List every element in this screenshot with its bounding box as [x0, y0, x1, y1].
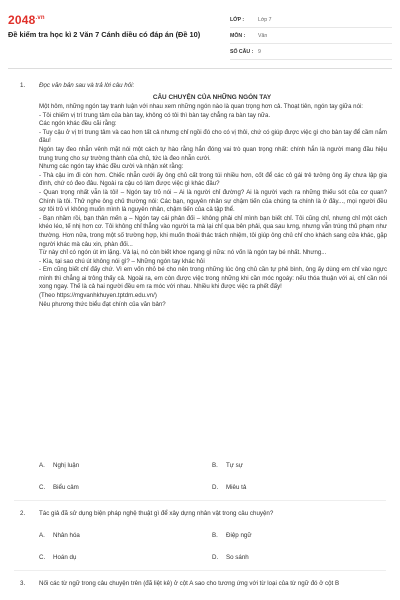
option-text: Hoán dụ: [53, 554, 77, 561]
story-source: (Theo https://mgvanhkhuyen.tptdm.edu.vn/): [39, 292, 157, 300]
option-text: So sánh: [226, 554, 249, 561]
logo-suffix: .vn: [35, 15, 45, 21]
question-text: Tác giả đã sử dụng biện pháp nghệ thuật gì để xây dựng nhân vật trong câu chuyện?: [39, 510, 274, 517]
option-text: Nghị luận: [53, 462, 80, 469]
option-letter: B.: [212, 462, 218, 469]
header-divider: [8, 68, 392, 69]
story-paragraph: - Em cũng biết chỉ đấy chứ. Vì em vốn nhỏ bé cho nên trong những lúc ông chủ cần tự phê bình, ông ấy dùng em chỉ vào ngực mình thì chẳng ai trông thấy cả. Ngoài ra, em còn được việc trong những khi cần móc ngoáy: nếu thóa thuận với ai, chỉ cần nói xong ngay. Thế là cả hai người đều em ra móc với nhau. Nhiều khi được việc ra phết đấy!: [39, 266, 387, 291]
question-number: 2.: [20, 510, 26, 517]
reading-instruction: Đọc văn bản sau và trả lời câu hỏi:: [39, 82, 135, 89]
story-paragraph: - Tuy cậu ở vị trí trung tâm và cao hơn tất cả nhưng chỉ ngồi đó cho có vị thôi, chứ có giúp được việc gì cho bàn tay để cầm nắm đâu!: [39, 128, 387, 145]
answer-option-a[interactable]: [39, 462, 79, 469]
story-paragraph: Ngón tay đeo nhẫn vênh mặt nói một cách tự hào rằng hắn đóng vai trò quan trọng nhất: chính hắn là người mang đầu hiệu trung trung cho sự trường thành của chủ, tức là đeo nhẫn cưới.: [39, 145, 387, 162]
answer-option-b[interactable]: [212, 532, 251, 539]
meta-label: LỚP :: [230, 16, 245, 23]
meta-label: MÔN :: [230, 32, 246, 39]
option-letter: B.: [212, 532, 218, 539]
option-letter: D.: [212, 484, 219, 491]
option-letter: C.: [39, 484, 46, 491]
question-number: 1.: [20, 82, 26, 89]
story-passage: [39, 103, 387, 309]
meta-value: Lớp 7: [258, 16, 272, 23]
meta-row-count: [230, 44, 392, 60]
option-text: Biểu cảm: [53, 484, 79, 491]
option-letter: D.: [212, 554, 219, 561]
answer-option-d[interactable]: [212, 554, 249, 561]
story-paragraph: Từ này chỉ có ngón út im lặng. Vả lại, nó còn biết khoe ngang gì nữa: nó vốn là ngón tay bé nhất. Nhưng...: [39, 249, 327, 257]
meta-label: SỐ CÂU :: [230, 48, 254, 55]
question-text: Nêu phương thức biểu đạt chính của văn bản?: [39, 300, 166, 308]
option-text: Tự sự: [226, 462, 243, 469]
question-number: 3.: [20, 580, 26, 587]
option-text: Nhân hóa: [53, 532, 80, 539]
story-paragraph: - Thà cậu im đi còn hơn. Chiếc nhẫn cưới ấy ông chủ cất trong túi nhiều hơn, cốt để các cô gái trẻ tưởng ông ấy chưa lập gia đình, chứ có đeo đâu. Ngoài ra cậu có làm được việc gì khác đâu?: [39, 171, 387, 188]
answer-option-a[interactable]: [39, 532, 80, 539]
option-letter: A.: [39, 532, 45, 539]
answer-option-c[interactable]: [39, 484, 79, 491]
answer-option-c[interactable]: [39, 554, 76, 561]
exam-meta-panel: [230, 12, 392, 60]
meta-value: 9: [258, 48, 261, 55]
question-divider: [14, 570, 386, 571]
story-title: CÂU CHUYỆN CỦA NHỮNG NGÓN TAY: [152, 94, 272, 101]
logo-text: 2048: [8, 13, 36, 27]
story-paragraph: - Bạn nhầm rồi, bạn thân mến ạ – Ngón tay cái phản đối – không phải chỉ mình bạn biết chỉ. Tôi cũng chỉ, nhưng chỉ một cách khéo léo, tế nhị hơn cơ. Tôi không chỉ thẳng vào người ta mà lại chỉ qua bên phải, qua sau lưng, nhưng vẫn trúng thủ phạm như thường. Hơn nữa, trong một số trường hợp, khi muốn thoái thác trách nhiệm, tôi giúp ông chủ chỉ cho khách sang cửa khác, gặp người khác mà câu xin, phàn đối...: [39, 214, 388, 248]
question-divider: [14, 500, 386, 501]
meta-row-subject: [230, 28, 392, 44]
option-text: Điệp ngữ: [226, 532, 252, 539]
answer-option-d[interactable]: [212, 484, 246, 491]
meta-value: Văn: [258, 32, 268, 39]
story-paragraph: - Quan trọng nhất vẫn là tôi! – Ngón tay trỏ nói – Ai là người chỉ đường? Ai là người vạch ra những thiếu sót của cơ quan? Chính là tôi. Thử nghe ông chủ thường nói: Các bạn, nguyên nhân sự chậm tiến của chúng ta chính là ở đây..., mọi người đều sợ tôi trỏ vì không muốn mình là nguyên nhân, chậm tiến của cả tập thể.: [39, 188, 387, 214]
site-logo[interactable]: [8, 13, 45, 27]
exam-title: Đề kiểm tra học kì 2 Văn 7 Cánh diều có đáp án (Đề 10): [8, 30, 201, 39]
option-text: Miêu tả: [226, 484, 247, 491]
answer-option-b[interactable]: [212, 462, 243, 469]
option-letter: C.: [39, 554, 46, 561]
question-text: Nối các từ ngữ trong câu chuyện trên (đã liệt kê) ở cột A sao cho tương ứng với từ loại của từ ngữ đó ở cột B: [39, 580, 340, 587]
story-paragraph: - Kìa, tại sao chú út không nói gì? – Những ngón tay khác hỏi: [39, 257, 205, 265]
story-paragraph: Nhưng các ngón tay khác đều cười và nhận xét rằng:: [39, 163, 184, 171]
story-paragraph: Một hôm, những ngón tay tranh luận với nhau xem những ngón nào là quan trọng hơn cả. Thoạt tiên, ngón tay giữa nói:: [39, 103, 364, 110]
option-letter: A.: [39, 462, 45, 469]
story-paragraph: - Tôi chiếm vị trí trung tâm của bàn tay, không có tôi thì bàn tay chẳng ra bàn tay nữa.: [39, 111, 271, 119]
meta-row-class: [230, 12, 392, 28]
story-paragraph: Các ngón khác đều cãi rằng:: [39, 120, 117, 128]
